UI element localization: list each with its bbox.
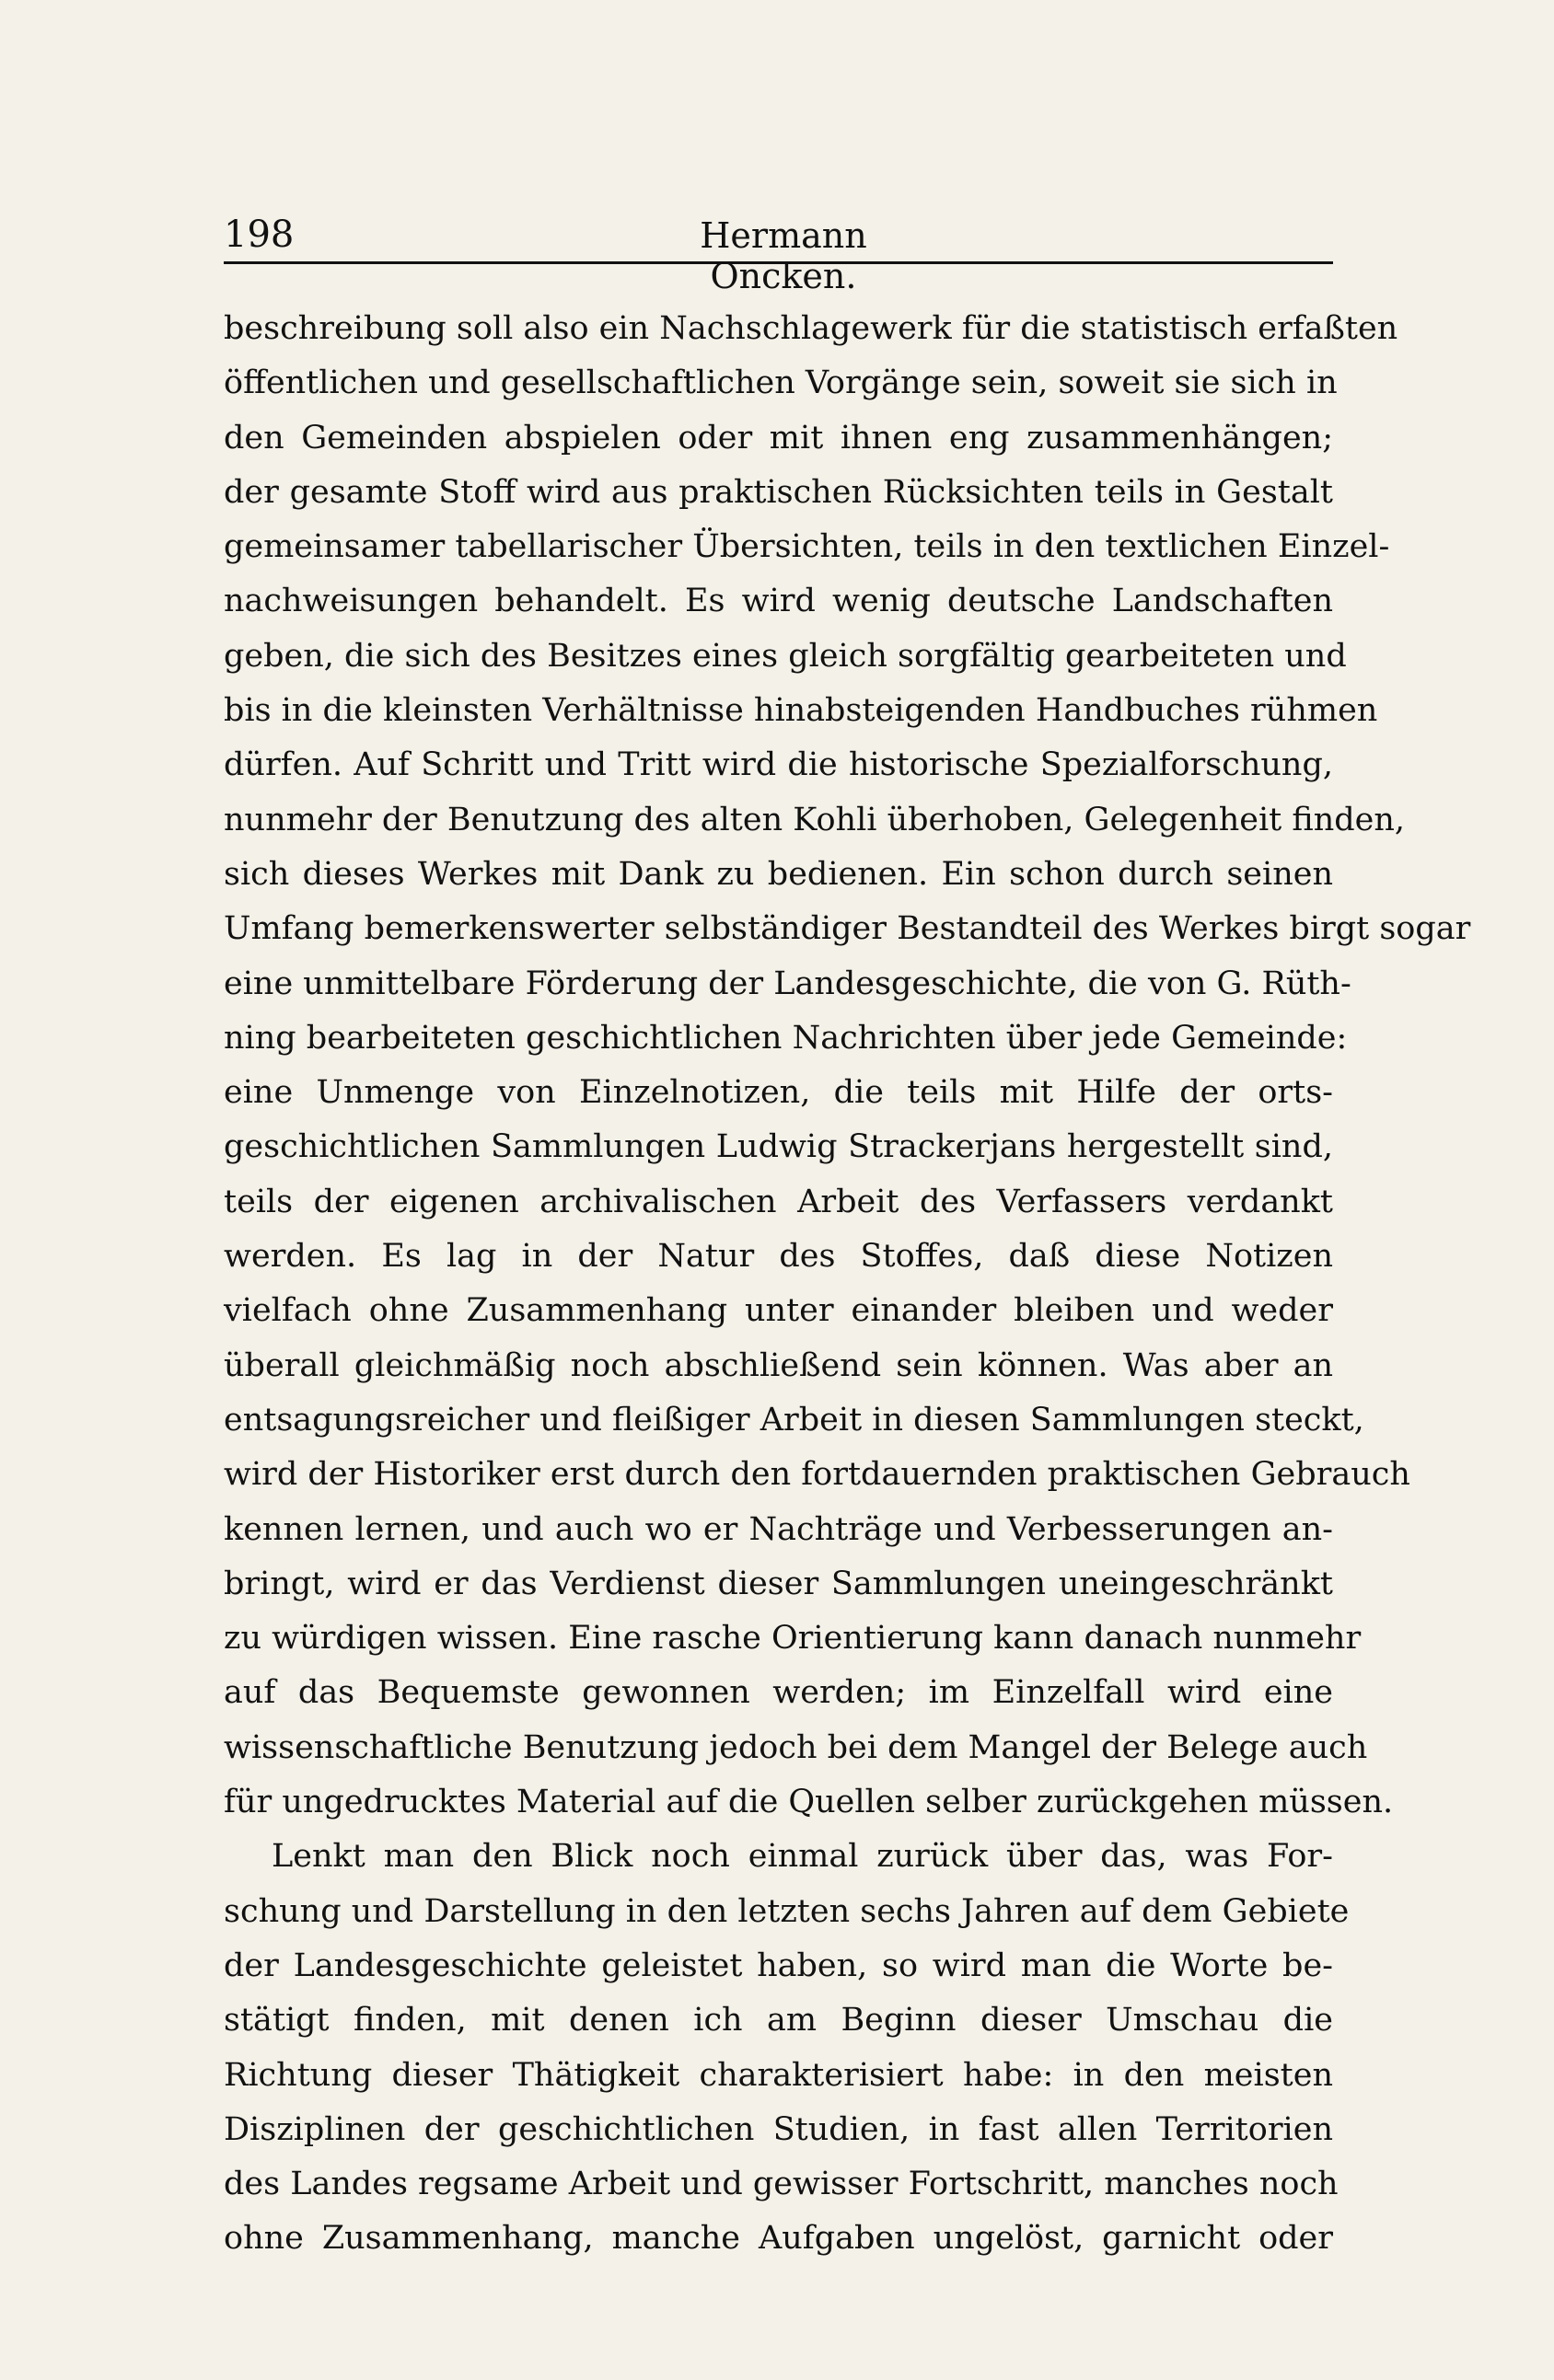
text-line: der Landesgeschichte geleistet haben, so wird man die Worte be- [224,1947,1333,1984]
text-line: auf das Bequemste gewonnen werden; im Einzelfall wird eine [224,1674,1333,1712]
text-line: beschreibung soll also ein Nachschlagewerk für die statistisch erfaßten [224,310,1398,347]
paragraph-start-line: Lenkt man den Blick noch einmal zurück über das, was For- [272,1838,1333,1876]
text-line: nunmehr der Benutzung des alten Kohli überhoben, Gelegenheit finden, [224,801,1406,838]
text-line: Richtung dieser Thätigkeit charakterisiert habe: in den meisten [224,2056,1333,2094]
text-line: bis in die kleinsten Verhältnisse hinabsteigenden Handbuches rühmen [224,692,1378,730]
text-line: wissenschaftliche Benutzung jedoch bei dem Mangel der Belege auch [224,1728,1368,1766]
text-line: dürfen. Auf Schritt und Tritt wird die historische Spezialforschung, [224,746,1333,784]
text-line: eine Unmenge von Einzelnotizen, die teils mit Hilfe der orts- [224,1074,1333,1112]
text-line: bringt, wird er das Verdienst dieser Sammlungen uneingeschränkt [224,1565,1333,1602]
text-line: schung und Darstellung in den letzten sechs Jahren auf dem Gebiete [224,1892,1350,1930]
text-line: zu würdigen wissen. Eine rasche Orientierung kann danach nunmehr [224,1620,1362,1658]
text-line: stätigt finden, mit denen ich am Beginn dieser Umschau die [224,2002,1333,2039]
running-head: Hermann Oncken. [700,215,867,296]
text-line: vielfach ohne Zusammenhang unter einander bleiben und weder [224,1292,1333,1330]
text-line: Umfang bemerkenswerter selbständiger Bestandteil des Werkes birgt sogar [224,910,1471,948]
text-line: den Gemeinden abspielen oder mit ihnen eng zusammenhängen; [224,419,1333,456]
text-line: sich dieses Werkes mit Dank zu bedienen. Ein schon durch seinen [224,855,1333,893]
text-line: überall gleichmäßig noch abschließend sein können. Was aber an [224,1346,1333,1384]
text-line: des Landes regsame Arbeit und gewisser Fortschritt, manches noch [224,2166,1339,2203]
text-line: eine unmittelbare Förderung der Landesgeschichte, die von G. Rüth- [224,965,1351,1002]
text-line: wird der Historiker erst durch den fortdauernden praktischen Gebrauch [224,1456,1410,1494]
text-line: ning bearbeiteten geschichtlichen Nachrichten über jede Gemeinde: [224,1019,1348,1057]
text-line: teils der eigenen archivalischen Arbeit des Verfassers verdankt [224,1183,1333,1220]
text-line: kennen lernen, und auch wo er Nachträge und Verbesserungen an- [224,1510,1333,1548]
text-line: geben, die sich des Besitzes eines gleich sorgfältig gearbeiteten und [224,637,1347,675]
text-line: entsagungsreicher und fleißiger Arbeit in diesen Sammlungen steckt, [224,1401,1364,1438]
text-line: geschichtlichen Sammlungen Ludwig Strackerjans hergestellt sind, [224,1128,1333,1166]
text-line: werden. Es lag in der Natur des Stoffes, daß diese Notizen [224,1238,1333,1276]
page-header [224,214,1333,296]
text-line: öffentlichen und gesellschaftlichen Vorgänge sein, soweit sie sich in [224,364,1338,402]
text-line: der gesamte Stoff wird aus praktischen Rücksichten teils in Gestalt [224,473,1333,511]
text-line: ohne Zusammenhang, manche Aufgaben ungelöst, garnicht oder [224,2220,1333,2258]
paragraph-end-line: für ungedrucktes Material auf die Quellen selber zurückgehen müssen. [224,1784,1394,1821]
text-line: Disziplinen der geschichtlichen Studien, in fast allen Territorien [224,2110,1333,2148]
text-line: nachweisungen behandelt. Es wird wenig deutsche Landschaften [224,583,1333,620]
body-text [224,302,1471,2267]
text-line: gemeinsamer tabellarischer Übersichten, teils in den textlichen Einzel- [224,528,1390,566]
page-number: 198 [224,214,295,256]
